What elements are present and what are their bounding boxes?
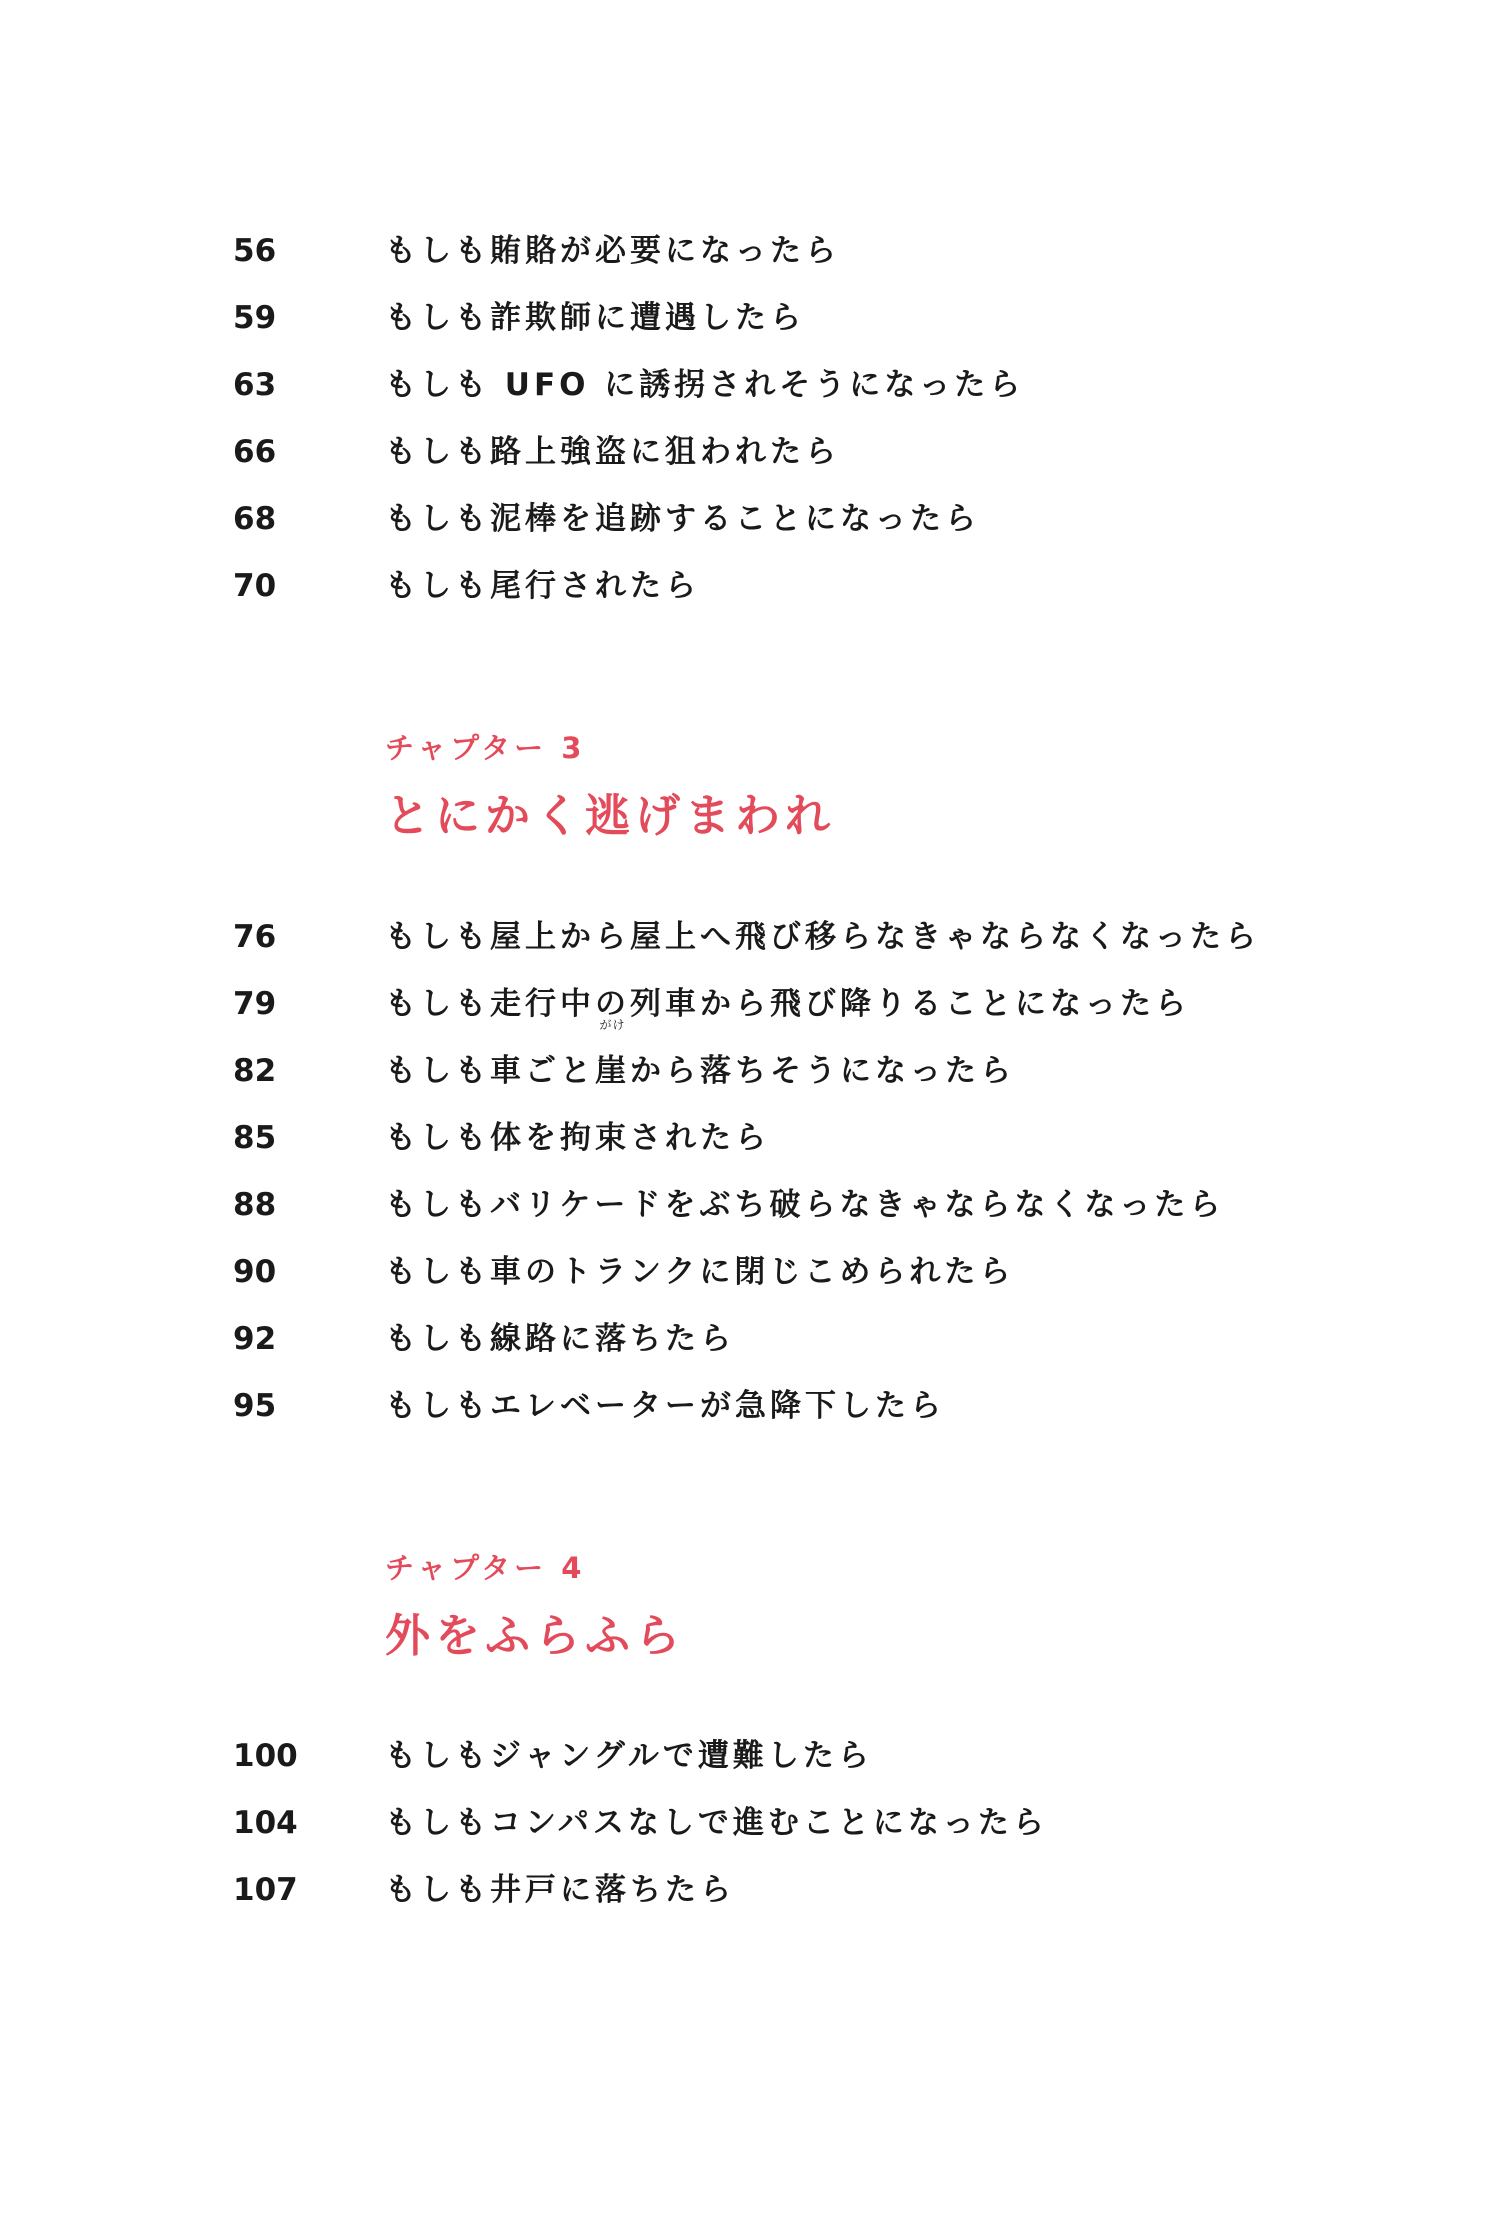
toc-entry[interactable] (233, 553, 1333, 620)
entry-title: もしも路上強盗に狙われたら (385, 434, 840, 470)
entry-title: もしも屋上から屋上へ飛び移らなきゃならなくなったら (385, 919, 1260, 955)
entry-page-number: 107 (233, 1872, 298, 1908)
toc-entry[interactable] (233, 486, 1333, 553)
toc-entry[interactable] (233, 1373, 1333, 1440)
chapter-3-heading (385, 730, 1285, 846)
entry-page-number: 100 (233, 1738, 298, 1774)
entry-title: もしも体を拘束されたら (385, 1120, 770, 1156)
entry-title: もしも詐欺師に遭遇したら (385, 300, 805, 336)
chapter-label: チャプター 4 (385, 1551, 586, 1585)
entry-title: もしも賄賂が必要になったら (385, 233, 840, 269)
entry-page-number: 104 (233, 1805, 298, 1841)
toc-entry[interactable] (233, 1018, 1333, 1105)
entry-page-number: 79 (233, 986, 277, 1022)
entry-page-number: 82 (233, 1053, 277, 1089)
entry-title: もしも車のトランクに閉じこめられたら (385, 1254, 1015, 1290)
entry-page-number: 90 (233, 1254, 277, 1290)
entry-title: もしもコンパスなしで進むことになったら (385, 1805, 1048, 1841)
toc-list-chapter-3 (233, 904, 1333, 1440)
toc-entry[interactable] (233, 1723, 1333, 1790)
entry-title (385, 1018, 1015, 1105)
entry-page-number: 56 (233, 233, 277, 269)
chapter-4-heading (385, 1550, 1285, 1666)
entry-page-number: 66 (233, 434, 277, 470)
toc-entry[interactable] (233, 1857, 1333, 1924)
chapter-label: チャプター 3 (385, 731, 586, 765)
entry-title: もしもエレベーターが急降下したら (385, 1388, 945, 1424)
entry-title: もしも線路に落ちたら (385, 1321, 735, 1357)
entry-page-number: 70 (233, 568, 277, 604)
ruby-text: がけ (599, 1018, 626, 1032)
toc-entry[interactable] (233, 1790, 1333, 1857)
toc-list-chapter-4 (233, 1723, 1333, 1924)
chapter-title: とにかく逃げまわれ (385, 789, 836, 842)
entry-page-number: 68 (233, 501, 277, 537)
toc-entry[interactable] (233, 218, 1333, 285)
toc-entry[interactable] (233, 285, 1333, 352)
entry-title: もしも泥棒を追跡することになったら (385, 501, 980, 537)
entry-page-number: 59 (233, 300, 277, 336)
entry-title: もしもジャングルで遭難したら (385, 1738, 873, 1774)
toc-entry[interactable] (233, 352, 1333, 419)
entry-page-number: 76 (233, 919, 277, 955)
toc-entry[interactable] (233, 1105, 1333, 1172)
toc-entry[interactable] (233, 971, 1333, 1038)
entry-page-number: 63 (233, 367, 277, 403)
toc-entry[interactable] (233, 1239, 1333, 1306)
toc-entry[interactable] (233, 904, 1333, 971)
entry-title: もしも走行中の列車から飛び降りることになったら (385, 986, 1190, 1022)
toc-entry[interactable] (233, 419, 1333, 486)
entry-title: もしも UFO に誘拐されそうになったら (385, 367, 1025, 403)
entry-title: もしも井戸に落ちたら (385, 1872, 735, 1908)
entry-title-part: から落ちそうになったら (630, 1053, 1015, 1089)
chapter-title: 外をふらふら (385, 1609, 686, 1662)
toc-list-chapter-2 (233, 218, 1333, 620)
toc-entry[interactable] (233, 1172, 1333, 1239)
entry-title-part: もしも車ごと (385, 1053, 595, 1089)
entry-page-number: 95 (233, 1388, 277, 1424)
ruby-annotated-word (595, 1018, 630, 1105)
entry-page-number: 85 (233, 1120, 277, 1156)
entry-title: もしもバリケードをぶち破らなきゃならなくなったら (385, 1187, 1225, 1223)
ruby-base: 崖 (595, 1053, 630, 1089)
toc-entry[interactable] (233, 1306, 1333, 1373)
entry-title: もしも尾行されたら (385, 568, 700, 604)
entry-page-number: 88 (233, 1187, 277, 1223)
entry-page-number: 92 (233, 1321, 277, 1357)
